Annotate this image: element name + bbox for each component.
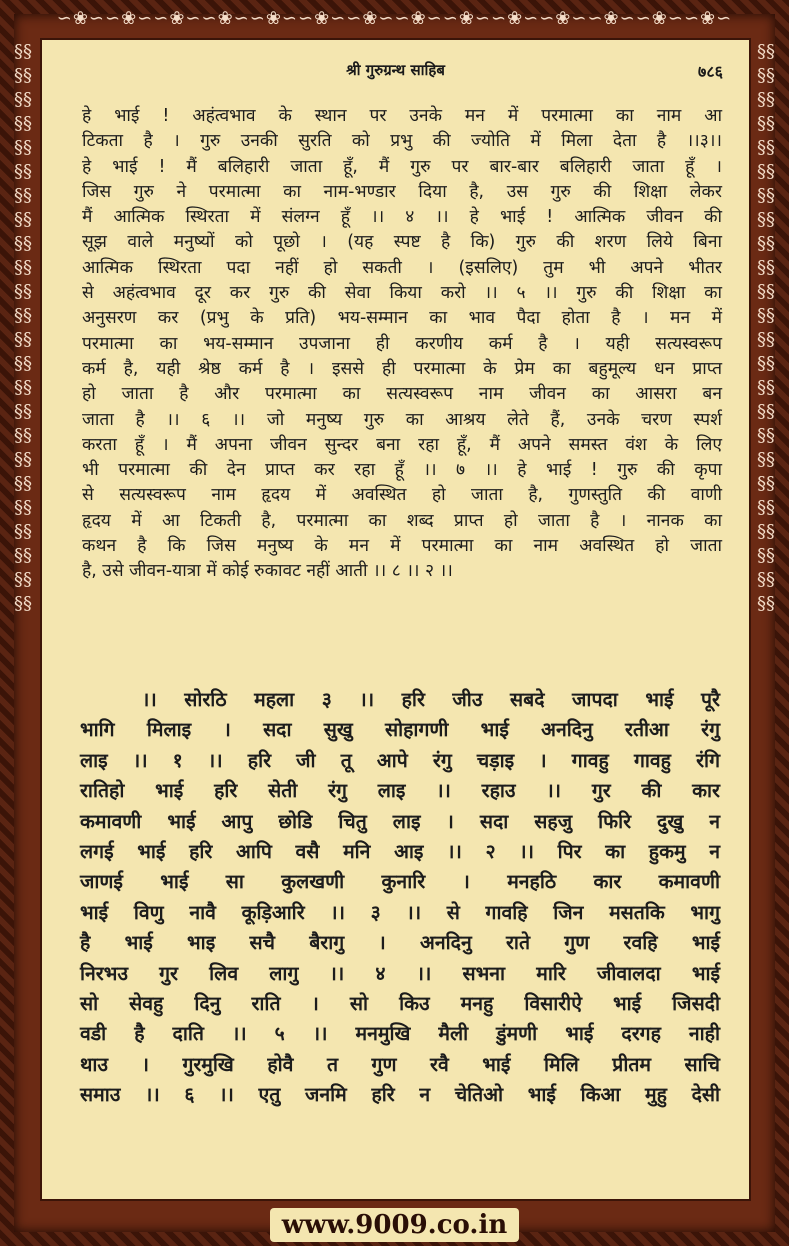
page-number: ७८६ (698, 62, 723, 81)
site-url-link[interactable]: www.9009.co.in (270, 1208, 520, 1242)
gurbani-line: रातिहो भाई हरि सेती रंगु लाइ ।। रहाउ ।। गुर की कार (80, 779, 720, 803)
commentary-line: हे भाई ! मैं बलिहारी जाता हूँ, मैं गुरु पर बार-बार बलिहारी जाता हूँ । (82, 156, 722, 177)
commentary-line: जाता है ।। ६ ।। जो मनुष्य गुरु का आश्रय लेते हैं, उनके चरण स्पर्श (82, 409, 722, 430)
commentary-line: जिस गुरु ने परमात्मा का नाम-भण्डार दिया है, उस गुरु की शिक्षा लेकर (82, 181, 722, 202)
commentary-line: हृदय में आ टिकती है, परमात्मा का शब्द प्राप्त हो जाता है । नानक का (82, 510, 722, 531)
commentary-line: परमात्मा का भय-सम्मान उपजाना ही करणीय कर्म है । यही सत्यस्वरूप (82, 333, 722, 354)
commentary-line: से सत्यस्वरूप नाम हृदय में अवस्थित हो जाता है, गुणस्तुति की वाणी (82, 485, 722, 506)
page-header (42, 60, 749, 88)
gurbani-line: लगई भाई हरि आपि वसै मनि आइ ।। २ ।। पिर का हुकमु न (80, 840, 720, 864)
gurbani-line: ।। सोरठि महला ३ ।। हरि जीउ सबदे जापदा भाई पूरै (142, 688, 720, 711)
commentary-line: करता हूँ । मैं अपना जीवन सुन्दर बना रहा हूँ, मैं अपने समस्त वंश के लिए (82, 434, 722, 455)
top-ornament: ∽❀∽∽❀∽∽❀∽∽❀∽∽❀∽∽❀∽∽❀∽∽❀∽∽❀∽∽❀∽∽❀∽∽❀∽∽❀∽∽❀∽ (56, 8, 733, 29)
gurbani-line: निरभउ गुर लिव लागु ।। ४ ।। सभना मारि जीवालदा भाई (80, 961, 720, 985)
commentary-line: से अहंत्वभाव दूर कर गुरु की सेवा किया करो ।। ५ ।। गुरु की शिक्षा का (82, 283, 722, 304)
page-paper (40, 38, 751, 1201)
gurbani-line: भागि मिलाइ । सदा सुखु सोहागणी भाई अनदिनु रतीआ रंगु (80, 718, 720, 742)
gurbani-line: है भाई भाइ सचै बैरागु । अनदिनु राते गुण रवहि भाई (80, 931, 720, 955)
commentary-line: टिकता है । गुरु उनकी सुरति को प्रभु की ज्योति में मिला देता है ।।३।। (82, 131, 722, 152)
commentary-line: भी परमात्मा की देन प्राप्त कर रहा हूँ ।। ७ ।। हे भाई ! गुरु की कृपा (82, 460, 722, 481)
site-footer (0, 1208, 789, 1242)
commentary-line: सूझ वाले मनुष्यों को पूछो । (यह स्पष्ट है कि) गुरु की शरण लिये बिना (82, 232, 722, 253)
gurbani-line: समाउ ।। ६ ।। एतु जनमि हरि न चेतिओ भाई किआ मुहु देसी (80, 1083, 720, 1107)
commentary-line: आत्मिक स्थिरता पदा नहीं हो सकती । (इसलिए) तुम भी अपने भीतर (82, 257, 722, 278)
gurbani-line: भाई विणु नावै कूड़िआरि ।। ३ ।। से गावहि जिन मसतकि भागु (80, 900, 720, 924)
gurbani-line: सो सेवहु दिनु राति । सो किउ मनहु विसारीऐ भाई जिसदी (80, 992, 720, 1016)
commentary-line: कथन है कि जिस मनुष्य के मन में परमात्मा का नाम अवस्थित हो जाता (82, 536, 722, 557)
commentary-line: हो जाता है और परमात्मा का सत्यस्वरूप नाम जीवन का आसरा बन (82, 384, 722, 405)
commentary-line: मैं आत्मिक स्थिरता में संलग्न हूँ ।। ४ ।। हे भाई ! आत्मिक जीवन की (82, 207, 722, 228)
gurbani-line: थाउ । गुरमुखि होवै त गुण रवै भाई मिलि प्रीतम साचि (80, 1052, 720, 1076)
gurbani-line: वडी है दाति ।। ५ ।। मनमुखि मैली डुंमणी भाई दरगह नाही (80, 1022, 720, 1046)
gurbani-line: जाणई भाई सा कुलखणी कुनारि । मनहठि कार कमावणी (80, 870, 720, 894)
right-ornament: §§§§§§§§§§§§§§§§§§§§§§§§§§§§§§§§§§§§§§§§§§§§§§§§ (757, 41, 775, 614)
commentary-line: कर्म है, यही श्रेष्ठ कर्म है । इससे ही परमात्मा के प्रेम का बहुमूल्य धन प्राप्त (82, 358, 722, 379)
gurbani-verses (80, 685, 720, 1111)
page-title: श्री गुरुग्रन्थ साहिब (346, 61, 445, 79)
commentary-line: है, उसे जीवन-यात्रा में कोई रुकावट नहीं आती ।। ८ ।। २ ।। (82, 561, 453, 582)
gurbani-line: लाइ ।। १ ।। हरि जी तू आपे रंगु चड़ाइ । गावहु गावहु रंगि (80, 748, 720, 772)
hindi-commentary (82, 104, 722, 585)
commentary-line: अनुसरण कर (प्रभु के प्रति) भय-सम्मान का भाव पैदा होता है । मन में (82, 308, 722, 329)
gurbani-line: कमावणी भाई आपु छोडि चितु लाइ । सदा सहजु फिरि दुखु न (80, 809, 720, 833)
left-ornament: §§§§§§§§§§§§§§§§§§§§§§§§§§§§§§§§§§§§§§§§§§§§§§§§ (14, 41, 32, 614)
commentary-line: हे भाई ! अहंत्वभाव के स्थान पर उनके मन में परमात्मा का नाम आ (82, 106, 722, 126)
